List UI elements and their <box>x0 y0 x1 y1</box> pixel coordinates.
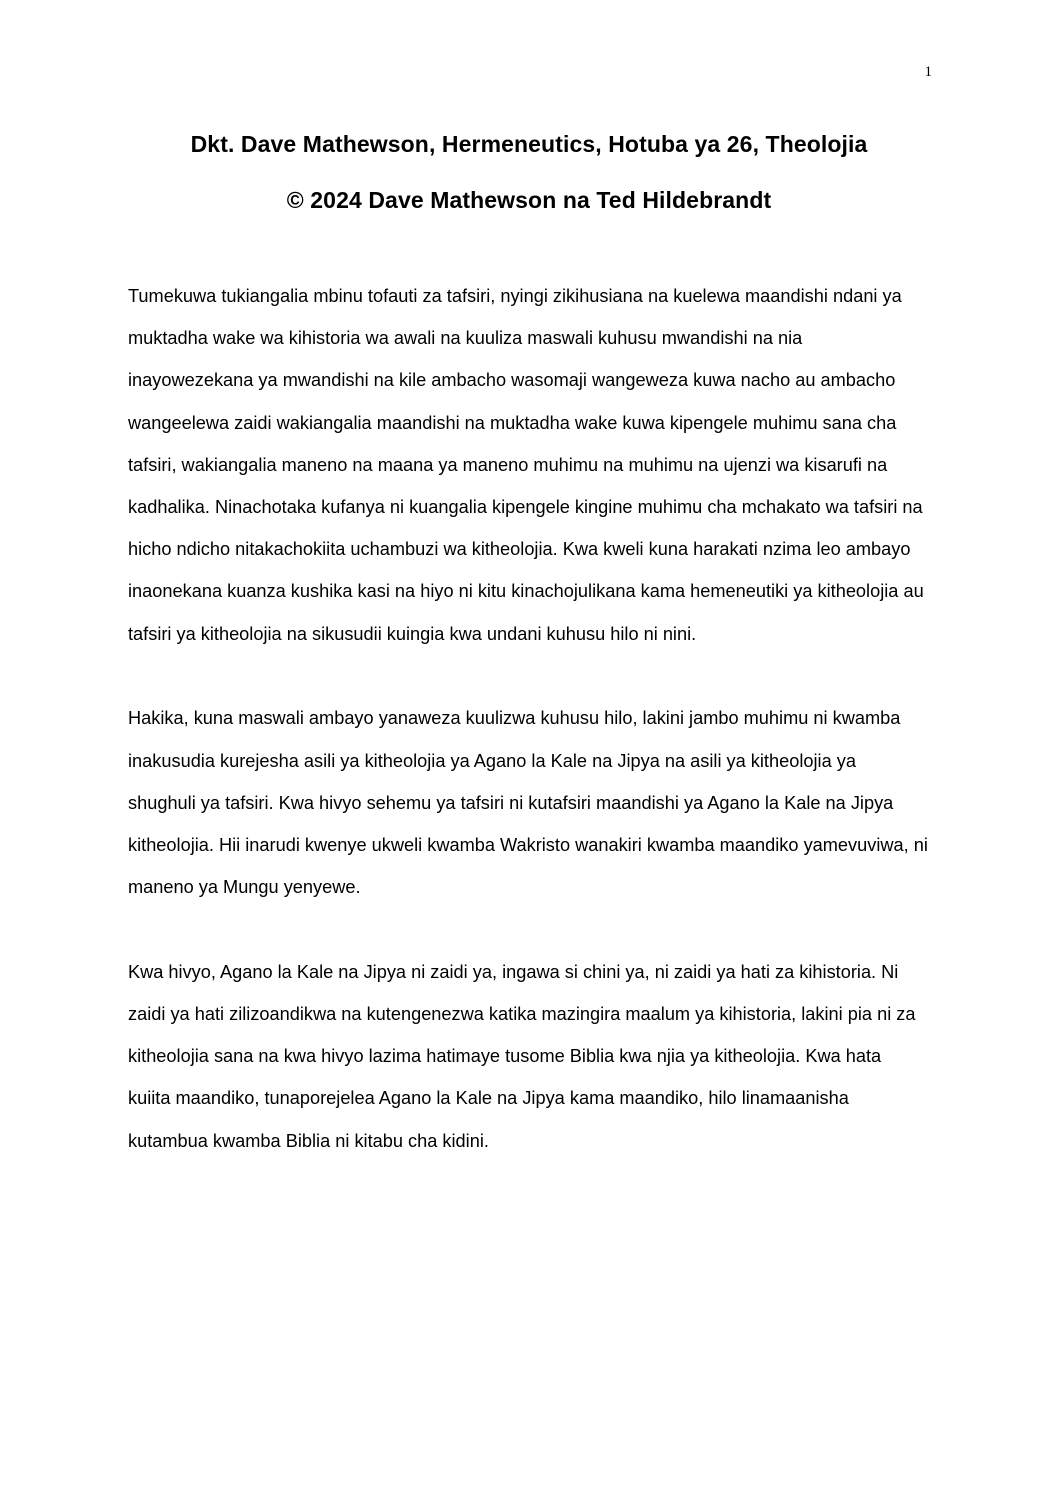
document-title: Dkt. Dave Mathewson, Hermeneutics, Hotuba ya 26, Theolojia <box>190 131 868 157</box>
copyright-line: © 2024 Dave Mathewson na Ted Hildebrandt <box>286 187 772 213</box>
paragraph-3: Kwa hivyo, Agano la Kale na Jipya ni zaidi ya, ingawa si chini ya, ni zaidi ya hati za kihistoria. Ni zaidi ya hati zilizoandikwa na kutengenezwa katika mazingira maalum ya kihistoria, lakini pia ni za kitheolojia sana na kwa hivyo lazima hatimaye tusome Biblia kwa njia ya kitheolojia. Kwa hata kuiita maandiko, tunaporejelea Agano la Kale na Jipya kama maandiko, hilo linamaanisha kutambua kwamba Biblia ni kitabu cha kidini. <box>128 961 916 1151</box>
paragraph-1: Tumekuwa tukiangalia mbinu tofauti za tafsiri, nyingi zikihusiana na kuelewa maandishi ndani ya muktadha wake wa kihistoria wa awali na kuuliza maswali kuhusu mwandishi na nia inayowezekana ya mwandishi na kile ambacho wasomaji wangeweza kuwa nacho au ambacho wangeelewa zaidi wakiangalia maandishi na muktadha wake kuwa kipengele muhimu sana cha tafsiri, wakiangalia maneno na maana ya maneno muhimu na muhimu na ujenzi wa kisarufi na kadhalika. Ninachotaka kufanya ni kuangalia kipengele kingine muhimu cha mchakato wa tafsiri na hicho ndicho nitakachokiita uchambuzi wa kitheolojia. Kwa kweli kuna harakati nzima leo ambayo inaonekana kuanza kushika kasi na hiyo ni kitu kinachojulikana kama hemeneutiki ya kitheolojia au tafsiri ya kitheolojia na sikusudii kuingia kwa undani kuhusu hilo ni nini. <box>128 286 924 644</box>
document-body <box>128 275 928 1204</box>
page-number: 1 <box>924 64 932 80</box>
paragraph-2: Hakika, kuna maswali ambayo yanaweza kuulizwa kuhusu hilo, lakini jambo muhimu ni kwamba inakusudia kurejesha asili ya kitheolojia ya Agano la Kale na Jipya na asili ya kitheolojia ya shughuli ya tafsiri. Kwa hivyo sehemu ya tafsiri ni kutafsiri maandishi ya Agano la Kale na Jipya kitheolojia. Hii inarudi kwenye ukweli kwamba Wakristo wanakiri kwamba maandiko yamevuviwa, ni maneno ya Mungu yenyewe. <box>128 708 928 898</box>
